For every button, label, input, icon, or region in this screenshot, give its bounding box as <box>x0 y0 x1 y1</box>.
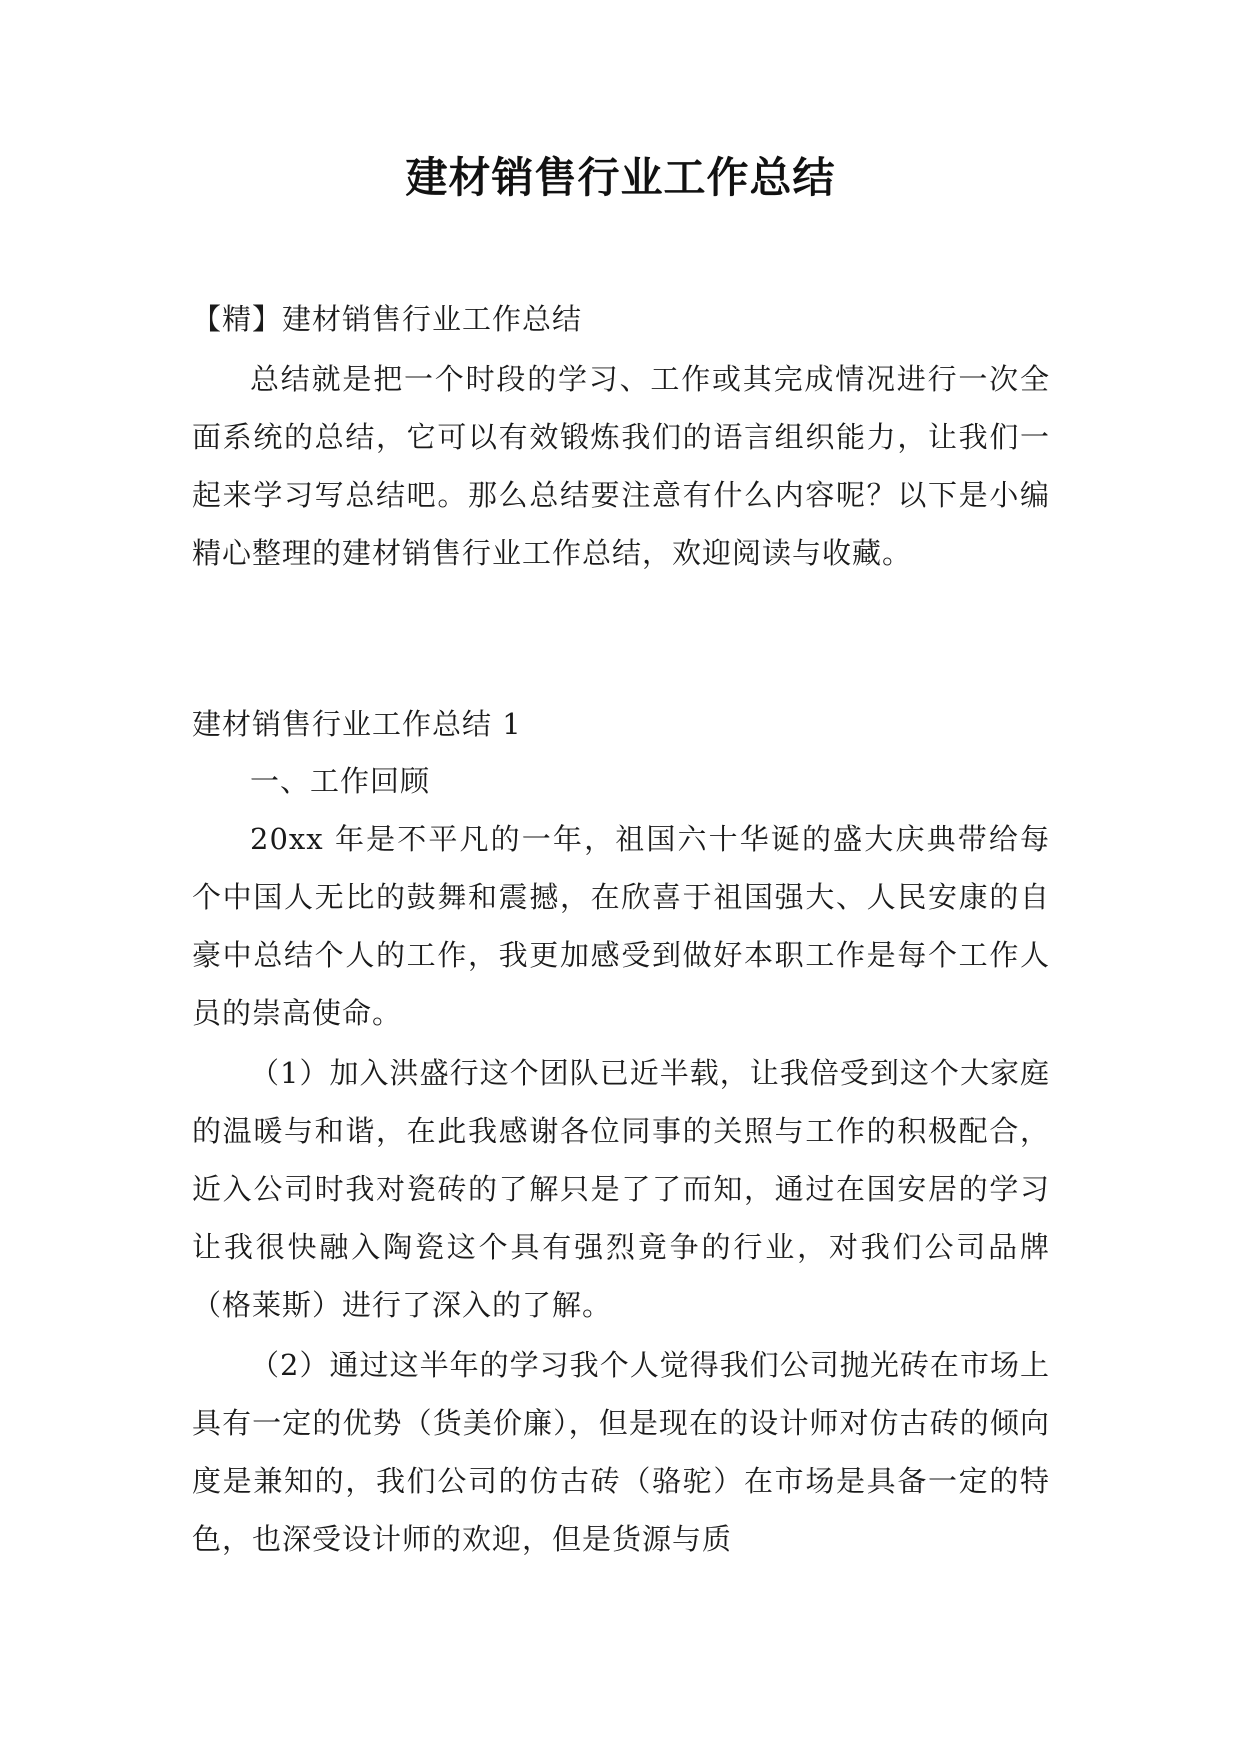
section-heading-text: 建材销售行业工作总结 1 <box>192 707 522 741</box>
body-paragraph-text: 20xx 年是不平凡的一年，祖国六十华诞的盛大庆典带给每个中国人无比的鼓舞和震撼，在欣喜于祖国强大、人民安康的自豪中总结个人的工作，我更加感受到做好本职工作是每个工作人员的崇高使命。 <box>192 822 1050 1030</box>
intro-paragraph-text: 总结就是把一个时段的学习、工作或其完成情况进行一次全面系统的总结，它可以有效锻炼我们的语言组织能力，让我们一起来学习写总结吧。那么总结要注意有什么内容呢？以下是小编精心整理的建材销售行业工作总结，欢迎阅读与收藏。 <box>192 362 1050 570</box>
body-paragraph-text: （1）加入洪盛行这个团队已近半载，让我倍受到这个大家庭的温暖与和谐，在此我感谢各位同事的关照与工作的积极配合，近入公司时我对瓷砖的了解只是了了而知，通过在国安居的学习让我很快融入陶瓷这个具有强烈竟争的行业，对我们公司品牌（格莱斯）进行了深入的了解。 <box>192 1056 1050 1322</box>
intro-paragraph <box>192 350 1050 582</box>
lead-line-text: 【精】建材销售行业工作总结 <box>192 302 583 336</box>
section-heading <box>192 695 1050 753</box>
document-title: 建材销售行业工作总结 <box>405 153 836 202</box>
sub-heading <box>192 752 1050 810</box>
body-paragraph <box>192 1336 1050 1568</box>
body-paragraph-text: （2）通过这半年的学习我个人觉得我们公司抛光砖在市场上具有一定的优势（货美价廉），但是现在的设计师对仿古砖的倾向度是兼知的，我们公司的仿古砖（骆驼）在市场是具备一定的特色，也深受设计师的欢迎，但是货源与质 <box>192 1348 1050 1556</box>
body-paragraph <box>192 810 1050 1042</box>
sub-heading-text: 一、工作回顾 <box>250 764 431 798</box>
body-paragraph <box>192 1044 1050 1334</box>
lead-line <box>192 290 1050 348</box>
